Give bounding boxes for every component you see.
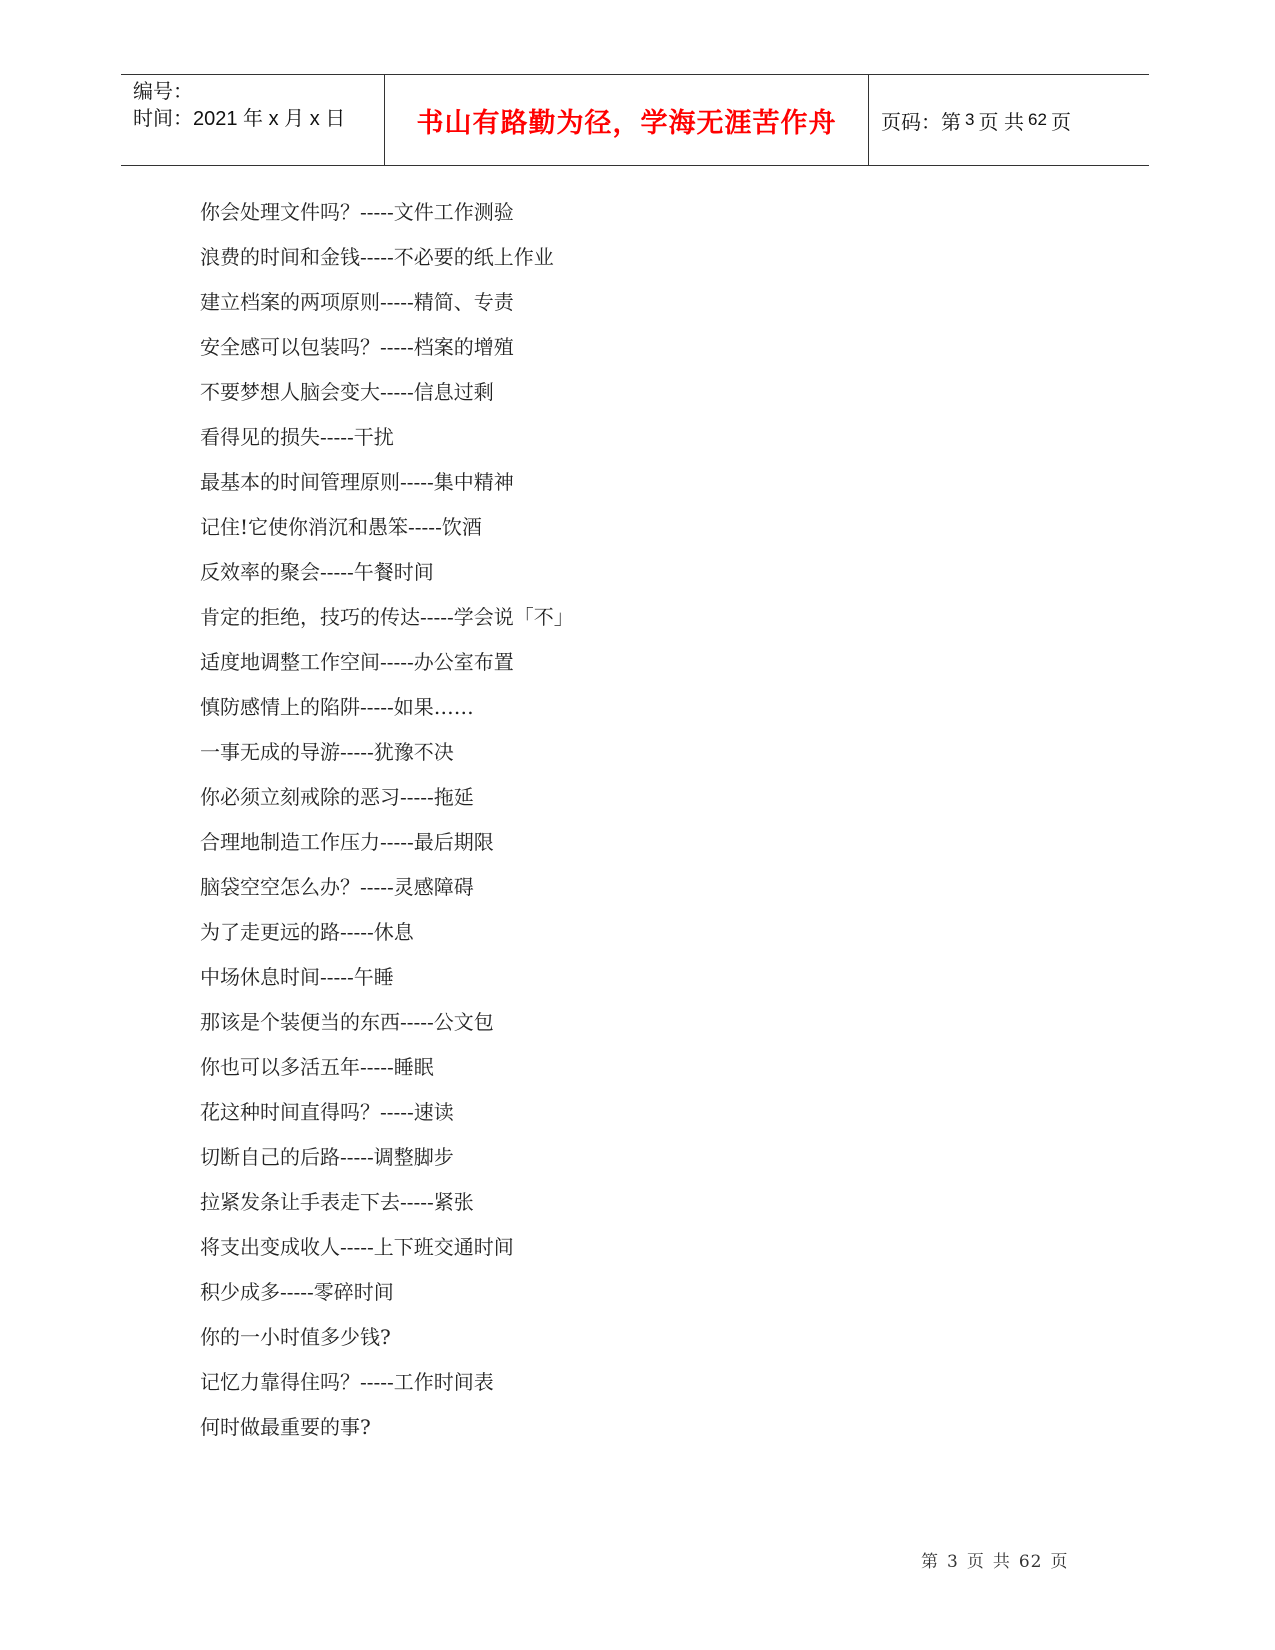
content-line: 切断自己的后路-----调整脚步 bbox=[200, 1145, 454, 1169]
header-page-prefix: 页码：第 bbox=[881, 111, 961, 134]
content-line: 适度地调整工作空间-----办公室布置 bbox=[200, 650, 514, 674]
document-body bbox=[200, 190, 1100, 1450]
document-number-label: 编号： bbox=[133, 81, 193, 103]
content-line: 慎防感情上的陷阱-----如果…… bbox=[200, 695, 474, 719]
footer-mid1: 页 bbox=[966, 1552, 985, 1572]
footer-page-current: 3 bbox=[947, 1552, 959, 1572]
content-line: 何时做最重要的事? bbox=[200, 1415, 371, 1439]
content-line: 反效率的聚会-----午餐时间 bbox=[200, 560, 434, 584]
content-line: 看得见的损失-----干扰 bbox=[200, 425, 394, 449]
content-line: 建立档案的两项原则-----精简、专责 bbox=[200, 290, 514, 314]
content-line: 为了走更远的路-----休息 bbox=[200, 920, 414, 944]
header-page-mid: 页 共 bbox=[978, 111, 1025, 134]
content-line: 你会处理文件吗？-----文件工作测验 bbox=[200, 200, 514, 224]
content-line: 花这种时间直得吗？-----速读 bbox=[200, 1100, 454, 1124]
content-line: 那该是个装便当的东西-----公文包 bbox=[200, 1010, 494, 1034]
page-header bbox=[121, 74, 1149, 166]
content-line: 浪费的时间和金钱-----不必要的纸上作业 bbox=[200, 245, 554, 269]
footer-suffix: 页 bbox=[1050, 1552, 1069, 1572]
header-page-suffix: 页 bbox=[1050, 111, 1071, 134]
content-line: 记住!它使你消沉和愚笨-----饮酒 bbox=[200, 515, 482, 539]
content-line: 将支出变成收人-----上下班交通时间 bbox=[200, 1235, 514, 1259]
header-page-current: 3 bbox=[965, 110, 975, 129]
content-line: 最基本的时间管理原则-----集中精神 bbox=[200, 470, 514, 494]
content-line: 中场休息时间-----午睡 bbox=[200, 965, 394, 989]
content-line: 积少成多-----零碎时间 bbox=[200, 1280, 394, 1304]
content-line: 记忆力靠得住吗？-----工作时间表 bbox=[200, 1370, 494, 1394]
header-page-total: 62 bbox=[1028, 110, 1047, 129]
header-motto: 书山有路勤为径，学海无涯苦作舟 bbox=[416, 107, 837, 139]
header-page-indicator bbox=[869, 75, 1149, 165]
header-meta bbox=[121, 75, 384, 165]
page-footer bbox=[917, 1547, 1072, 1572]
content-line: 不要梦想人脑会变大-----信息过剩 bbox=[200, 380, 494, 404]
footer-mid2: 共 bbox=[992, 1552, 1011, 1572]
footer-page-total: 62 bbox=[1018, 1552, 1043, 1572]
content-line: 一事无成的导游-----犹豫不决 bbox=[200, 740, 454, 764]
content-line: 你必须立刻戒除的恶习-----拖延 bbox=[200, 785, 474, 809]
content-line: 你也可以多活五年-----睡眠 bbox=[200, 1055, 434, 1079]
content-line: 脑袋空空怎么办？-----灵感障碍 bbox=[200, 875, 474, 899]
content-line: 肯定的拒绝，技巧的传达-----学会说「不」 bbox=[200, 605, 574, 629]
content-line: 拉紧发条让手表走下去-----紧张 bbox=[200, 1190, 474, 1214]
footer-prefix: 第 bbox=[921, 1552, 939, 1572]
content-line: 安全感可以包装吗？-----档案的增殖 bbox=[200, 335, 514, 359]
header-motto-cell bbox=[384, 75, 869, 165]
document-time-label: 时间：2021 年 x 月 x 日 bbox=[133, 108, 346, 130]
content-line: 你的一小时值多少钱? bbox=[200, 1325, 391, 1349]
content-line: 合理地制造工作压力-----最后期限 bbox=[200, 830, 494, 854]
